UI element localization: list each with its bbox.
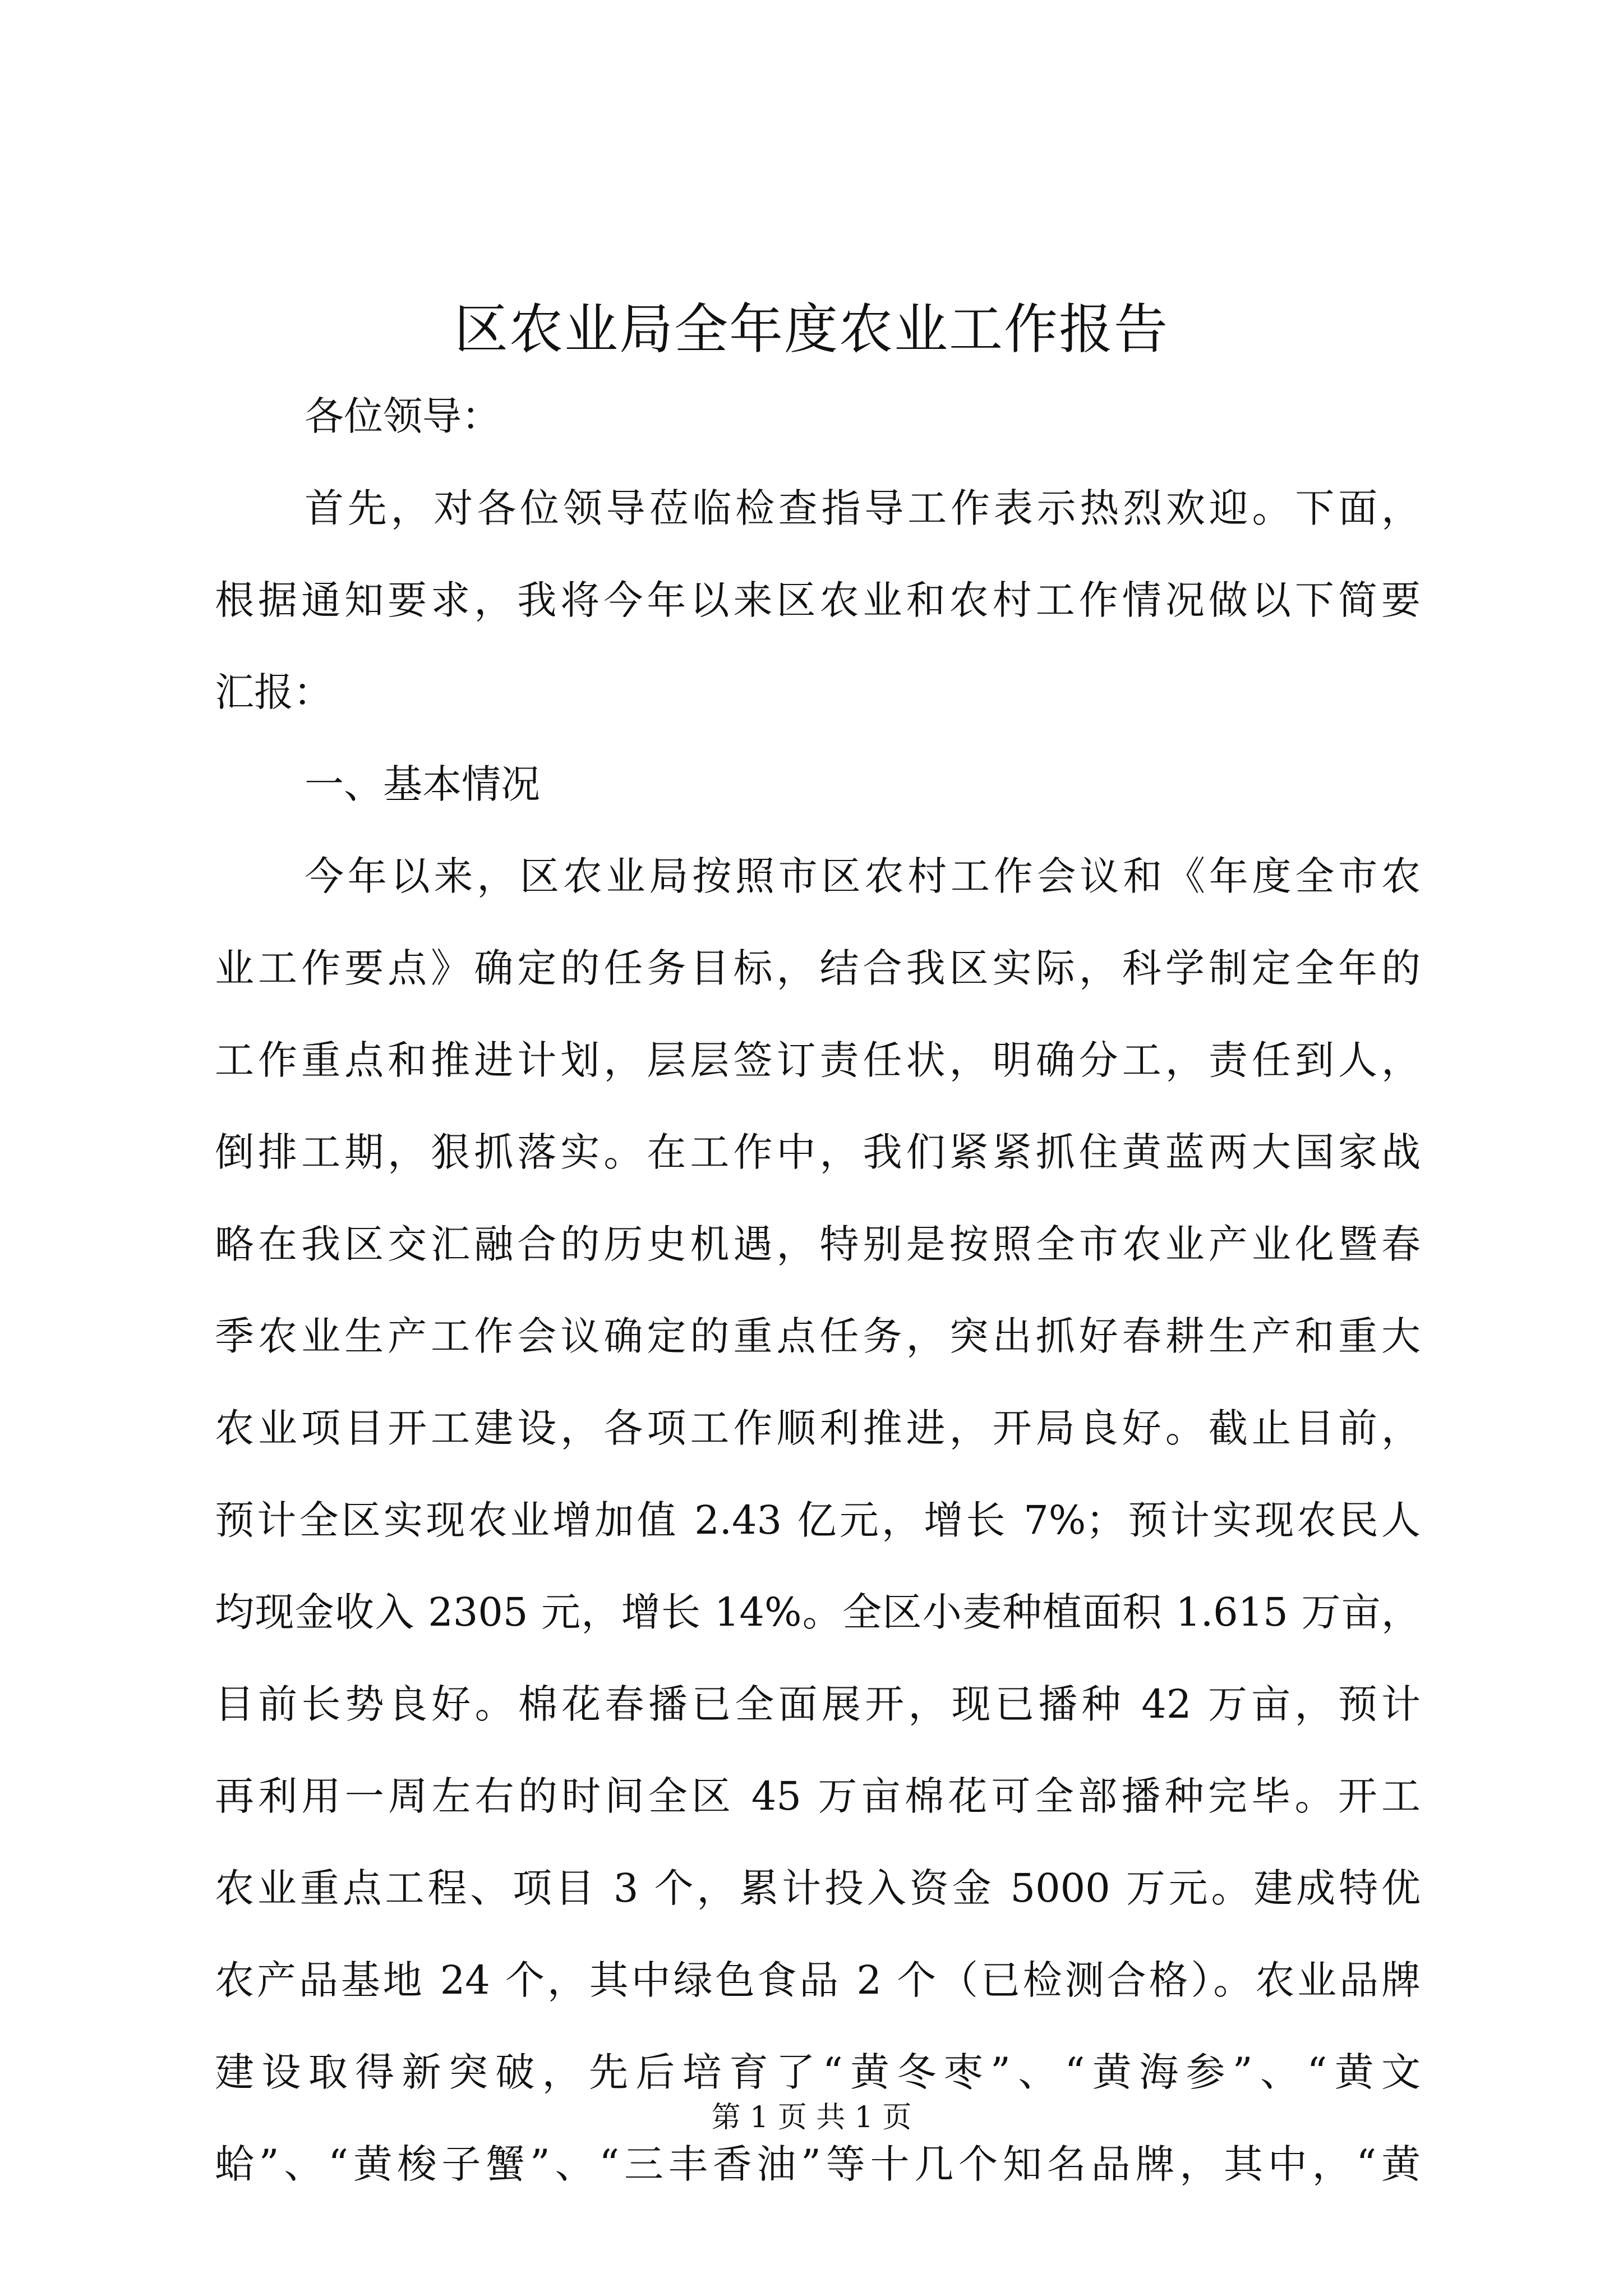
paragraph-line: 目前长势良好。棉花春播已全面展开，现已播种 42 万亩，预计: [215, 1681, 1421, 1727]
salutation-line: 各位领导：: [305, 393, 501, 439]
document-body: [215, 370, 1421, 2210]
page-footer: 第 1 页 共 1 页: [711, 2101, 912, 2134]
paragraph-line: 首先，对各位领导莅临检查指导工作表示热烈欢迎。下面，: [305, 485, 1421, 531]
paragraph-line: 建设取得新突破，先后培育了“黄冬枣”、“黄海参”、“黄文: [215, 2049, 1421, 2095]
paragraph-line: 农业项目开工建设，各项工作顺利推进，开局良好。截止目前，: [215, 1405, 1421, 1451]
paragraph-line: 农产品基地 24 个，其中绿色食品 2 个（已检测合格）。农业品牌: [215, 1957, 1421, 2003]
paragraph-line: 农业重点工程、项目 3 个，累计投入资金 5000 万元。建成特优: [215, 1865, 1421, 1911]
section-heading: 一、基本情况: [305, 761, 540, 807]
paragraph-line: 略在我区交汇融合的历史机遇，特别是按照全市农业产业化暨春: [215, 1221, 1421, 1267]
paragraph-line: 今年以来，区农业局按照市区农村工作会议和《年度全市农: [305, 853, 1421, 899]
paragraph-line: 蛤”、“黄梭子蟹”、“三丰香油”等十几个知名品牌，其中，“黄: [215, 2141, 1421, 2187]
paragraph-line: 业工作要点》确定的任务目标，结合我区实际，科学制定全年的: [215, 945, 1421, 991]
paragraph-line: 均现金收入 2305 元，增长 14%。全区小麦种植面积 1.615 万亩，: [215, 1589, 1421, 1635]
paragraph-line: 预计全区实现农业增加值 2.43 亿元，增长 7%；预计实现农民人: [215, 1497, 1421, 1543]
paragraph-line: 根据通知要求，我将今年以来区农业和农村工作情况做以下简要: [215, 577, 1421, 623]
paragraph-line: 再利用一周左右的时间全区 45 万亩棉花可全部播种完毕。开工: [215, 1773, 1421, 1819]
paragraph-line: 倒排工期，狠抓落实。在工作中，我们紧紧抓住黄蓝两大国家战: [215, 1129, 1421, 1175]
document-title: 区农业局全年度农业工作报告: [454, 298, 1169, 361]
paragraph-line: 汇报：: [215, 669, 333, 715]
paragraph-line: 季农业生产工作会议确定的重点任务，突出抓好春耕生产和重大: [215, 1313, 1421, 1359]
paragraph-line: 工作重点和推进计划，层层签订责任状，明确分工，责任到人，: [215, 1037, 1421, 1083]
